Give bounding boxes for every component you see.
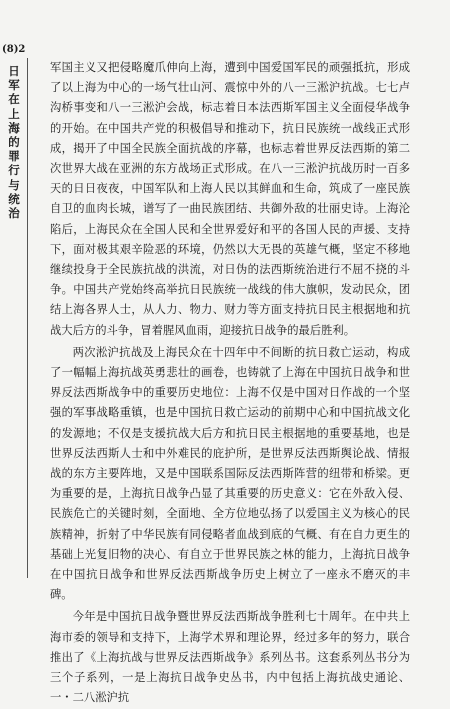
- body-text: [50, 58, 410, 709]
- paragraph-3: 今年是中国抗日战争暨世界反法西斯战争胜利七十周年。在中共上海市委的领导和支持下，上海学术界和理论界，经过多年的努力，联合推出了《上海抗战与世界反法西斯战争》系列丛书。这套系列丛书分为三个子系列，一是上海抗日战争史丛书，内中包括上海抗战史通论、一・二八淞沪抗: [50, 610, 410, 705]
- paragraph-1: 军国主义又把侵略魔爪伸向上海，遭到中国爱国军民的顽强抵抗，形成了以上海为中心的一场气壮山河、震惊中外的八一三淞沪抗战。七七卢沟桥事变和八一三淞沪会战，标志着日本法西斯军国主义全面侵华战争的开始。在中国共产党的积极倡导和推动下，抗日民族统一战线正式形成，揭开了中国全民族全面抗战的序幕，也标志着世界反法西斯的第二次世界大战在亚洲的东方战场正式形成。在八一三淞沪抗战历时一百多天的日日夜夜，中国军队和上海人民以其鲜血和生命，筑成了一座民族自卫的血肉长城，谱写了一曲民族团结、共御外敌的壮丽史诗。上海沦陷后，上海民众在全国人民和全世界爱好和平的各国人民的声援、支持下，面对极其艰辛险恶的环境，仍然以大无畏的英雄气概，坚定不移地继续投身于全民族抗战的洪流，对日伪的法西斯统治进行不屈不挠的斗争。中国共产党始终高举抗日民族统一战线的伟大旗帜，发动民众，团结上海各界人士，从人力、物力、财力等方面支持抗日民主根据地和抗战大后方的斗争，冒着腥风血雨，迎接抗日战争的最后胜利。: [50, 61, 410, 337]
- side-title: 日军在上海的罪行与统治: [8, 64, 20, 221]
- paragraph-2: 两次淞沪抗战及上海民众在十四年中不间断的抗日救亡运动，构成了一幅幅上海抗战英勇悲壮的画卷，也铸就了上海在中国抗日战争和世界反法西斯战争中的重要历史地位：上海不仅是中国对日作战的一个坚强的军事战略重镇，也是中国抗日救亡运动的前期中心和中国抗战文化的发源地；不仅是支援抗战大后方和抗日民主根据地的重要基地，也是世界反法西斯人士和中外难民的庇护所，是世界反法西斯舆论战、情报战的东方主要阵地，又是中国联系国际反法西斯阵营的纽带和桥梁。更为重要的是，上海抗日战争凸显了其重要的历史意义：它在外敌入侵、民族危亡的关键时刻，全面地、全方位地弘扬了以爱国主义为核心的民族精神，折射了中华民族有同侵略者血战到底的气概、有在自力更生的基础上光复旧物的决心、有自立于世界民族之林的能力，上海抗日战争在中国抗日战争和世界反法西斯战争历史上树立了一座永不磨灭的丰碑。: [50, 345, 410, 602]
- margin-divider: [27, 58, 28, 578]
- page-number: (8)2: [2, 44, 26, 55]
